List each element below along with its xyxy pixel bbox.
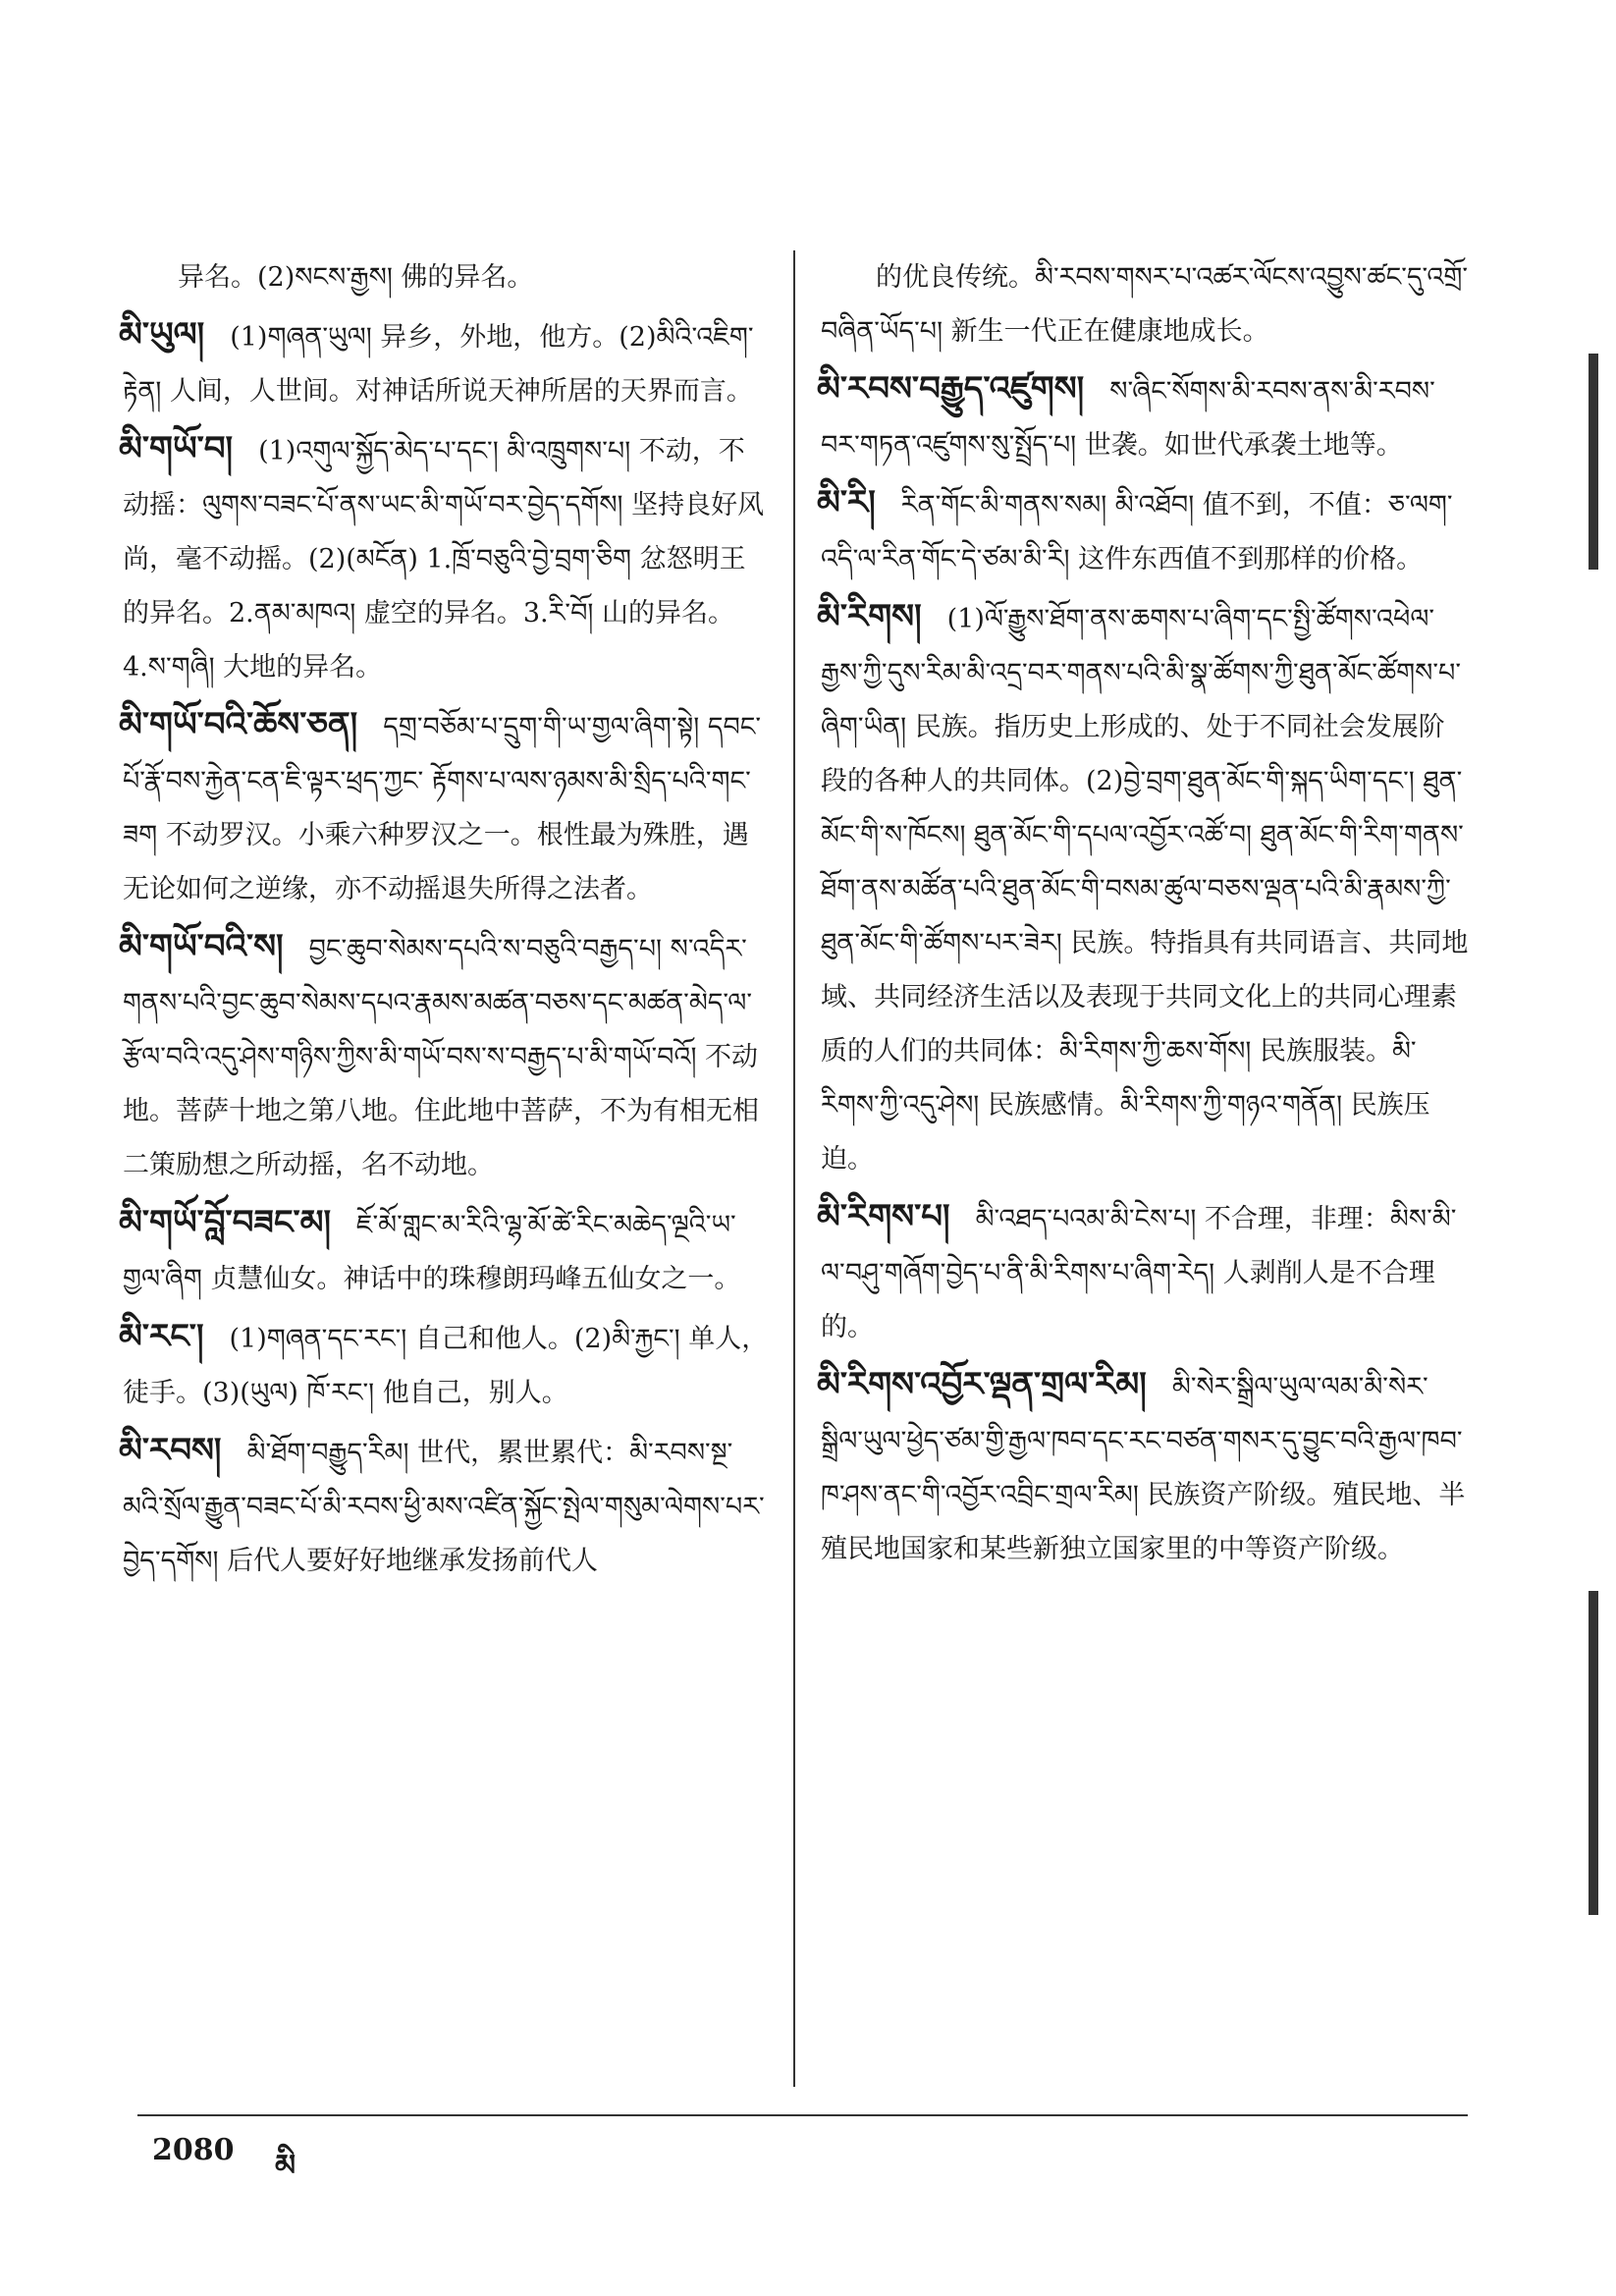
entry-definition: 异名。(2)སངས་རྒྱས། 佛的异名。 [178, 262, 534, 293]
entry-definition: ས་ཞིང་སོགས་མི་རབས་ནས་མི་རབས་བར་གཏན་འཛུགས་སུ་སྤྲོད་པ། 世袭。如世代承袭土地等。 [821, 376, 1435, 461]
entry-definition: (1)གཞན་དང་རང་། 自己和他人。(2)མི་རྐྱང་། 单人，徒手。(3)(ཡུལ) ཁོ་རང་། 他自己，别人。 [123, 1324, 769, 1408]
entry-definition: (1)འགུལ་སྐྱོད་མེད་པ་དང་། མི་འཁྲུགས་པ། 不动，不动摇：ལུགས་བཟང་པོ་ནས་ཡང་མི་གཡོ་བར་བྱེད་དགོས། 坚持良好风尚，毫不动摇。(2)(མངོན) 1.ཁྲོ་བཅུའི་བྱེ་བྲག་ཅིག 忿怒明王的异名。2.ནམ་མཁའ། 虚空的异名。3.རི་བོ། 山的异名。4.ས་གཞི། 大地的异名。 [123, 436, 765, 683]
dictionary-entry [119, 920, 771, 1192]
headword: མི་ཡུལ། [119, 315, 205, 355]
edge-mark [1589, 1591, 1598, 1915]
dictionary-entry [119, 1310, 771, 1420]
entry-definition: རིན་གོང་མི་གནས་སམ། མི་འཐོབ། 值不到，不值：ཅ་ལག་འདི་ལ་རིན་གོང་དེ་ཙམ་མི་རི། 这件东西值不到那样的价格。 [821, 490, 1453, 574]
page-number: 2080 [152, 2133, 235, 2167]
dictionary-entry [817, 590, 1469, 1186]
entry-definition: བྱང་ཆུབ་སེམས་དཔའི་ས་བཅུའི་བརྒྱད་པ། ས་འདིར་གནས་པའི་བྱང་ཆུབ་སེམས་དཔའ་རྣམས་མཚན་བཅས་དང་མཚན་མེད་ལ་རྩོལ་བའི་འདུ་ཤེས་གཉིས་ཀྱིས་མི་གཡོ་བས་ས་བརྒྱད་པ་མི་གཡོ་བའོ། 不动地。菩萨十地之第八地。住此地中菩萨，不为有相无相二策励想之所动摇，名不动地。 [123, 934, 759, 1180]
entry-definition: 的优良传统。མི་རབས་གསར་པ་འཚར་ལོངས་འབྱུས་ཚང་དུ་འགྲོ་བཞིན་ཡོད་པ། 新生一代正在健康地成长。 [821, 262, 1469, 347]
headword: མི་རབས་བརྒྱུད་འཛུགས། [817, 369, 1085, 409]
dictionary-entry [119, 1196, 771, 1306]
footer-rule [137, 2114, 1468, 2116]
headword: མི་རིགས་པ། [817, 1197, 950, 1236]
headword: མི་རིགས། [817, 597, 922, 636]
dictionary-entry [817, 476, 1469, 586]
headword: མི་གཡོ་བློ་བཟང་མ། [119, 1203, 332, 1242]
entry-definition: དགྲ་བཅོམ་པ་དྲུག་གི་ཡ་གྱལ་ཞིག་སྟེ། དབང་པོ་རྣོ་བས་རྐྱེན་ངན་ཇི་ལྟར་ཕྲད་ཀྱང་ རྟོགས་པ་ལས་ཉམས་མི་སྲིད་པའི་གང་ཟག 不动罗汉。小乘六种罗汉之一。根性最为殊胜，遇无论如何之逆缘，亦不动摇退失所得之法者。 [123, 712, 762, 904]
entry-definition: (1)ལོ་རྒྱུས་ཐོག་ནས་ཆགས་པ་ཞིག་དང་སྤྱི་ཚོགས་འཕེལ་རྒྱས་ཀྱི་དུས་རིམ་མི་འདྲ་བར་གནས་པའི་མི་སྣ་ཚོགས་ཀྱི་ཐུན་མོང་ཚོགས་པ་ཞིག་ཡིན། 民族。指历史上形成的、处于不同社会发展阶段的各种人的共同体。(2)བྱེ་བྲག་ཐུན་མོང་གི་སྐད་ཡིག་དང་། ཐུན་མོང་གི་ས་ཁོངས། ཐུན་མོང་གི་དཔལ་འབྱོར་འཚོ་བ། ཐུན་མོང་གི་རིག་གནས་ཐོག་ནས་མཚོན་པའི་ཐུན་མོང་གི་བསམ་ཚུལ་བཅས་ལྡན་པའི་མི་རྣམས་ཀྱི་ཐུན་མོང་གི་ཚོགས་པར་ཟེར། 民族。特指具有共同语言、共同地域、共同经济生活以及表现于共同文化上的共同心理素质的人们的共同体：མི་རིགས་ཀྱི་ཆས་གོས། 民族服装。མི་རིགས་ཀྱི་འདུ་ཤེས། 民族感情。མི་རིགས་ཀྱི་གཉའ་གནོན། 民族压迫。 [821, 604, 1469, 1175]
entry-definition: མི་སེར་སྒྲིལ་ཡུལ་ལམ་མི་སེར་སྒྲིལ་ཡུལ་ཕྱེད་ཙམ་གྱི་རྒྱལ་ཁབ་དང་རང་བཙན་གསར་དུ་བྱུང་བའི་རྒྱལ་ཁབ་ཁ་ཤས་ནང་གི་འབྱོར་འབྲིང་གྲལ་རིམ། 民族资产阶级。殖民地、半殖民地国家和某些新独立国家里的中等资产阶级。 [821, 1372, 1466, 1564]
dictionary-entry [119, 1424, 771, 1588]
headword: མི་རབས། [119, 1431, 222, 1470]
section-letter: མི [275, 2149, 296, 2183]
entry-definition: མི་ཐོག་བརྒྱུད་རིམ། 世代，累世累代：མི་རབས་སྔ་མའི་སྲོལ་རྒྱུན་བཟང་པོ་མི་རབས་ཕྱི་མས་འཛིན་སྐྱོང་སྤེལ་གསུམ་ལེགས་པར་བྱེད་དགོས། 后代人要好好地继承发扬前代人 [123, 1438, 765, 1576]
headword: མི་གཡོ་བ། [119, 429, 234, 468]
dictionary-entry [817, 1358, 1469, 1576]
headword: མི་རི། [817, 483, 876, 522]
headword: མི་རང་། [119, 1317, 204, 1356]
dictionary-entry [821, 250, 1469, 358]
column-divider [793, 250, 795, 2087]
headword: མི་རིགས་འབྱོར་ལྡན་གྲལ་རིམ། [817, 1365, 1147, 1404]
edge-mark [1589, 354, 1598, 570]
dictionary-entry [119, 308, 771, 418]
dictionary-entry [817, 1190, 1469, 1354]
dictionary-entry [123, 250, 771, 304]
right-column [817, 250, 1469, 1580]
page-edge-marks [1557, 0, 1616, 2296]
headword: མི་གཡོ་བའི་ས། [119, 927, 284, 966]
entry-definition: ཇོ་མོ་གླང་མ་རིའི་ལྷ་མོ་ཚེ་རིང་མཆེད་ལྔའི་ཡ་གྱལ་ཞིག 贞慧仙女。神话中的珠穆朗玛峰五仙女之一。 [123, 1210, 741, 1294]
entry-definition: (1)གཞན་ཡུལ། 异乡，外地，他方。(2)མིའི་འཇིག་རྟེན། 人间，人世间。对神话所说天神所居的天界而言。 [123, 322, 754, 407]
entry-definition: མི་འཐད་པའམ་མི་ངེས་པ། 不合理，非理：མིས་མི་ལ་བཤུ་གཞོག་བྱེད་པ་ནི་མི་རིགས་པ་ཞིག་རེད། 人剥削人是不合理的。 [821, 1204, 1457, 1342]
dictionary-entry [119, 422, 771, 694]
headword: མི་གཡོ་བའི་ཆོས་ཅན། [119, 705, 358, 744]
left-column [119, 250, 771, 1592]
dictionary-entry [817, 362, 1469, 472]
dictionary-entry [119, 698, 771, 916]
